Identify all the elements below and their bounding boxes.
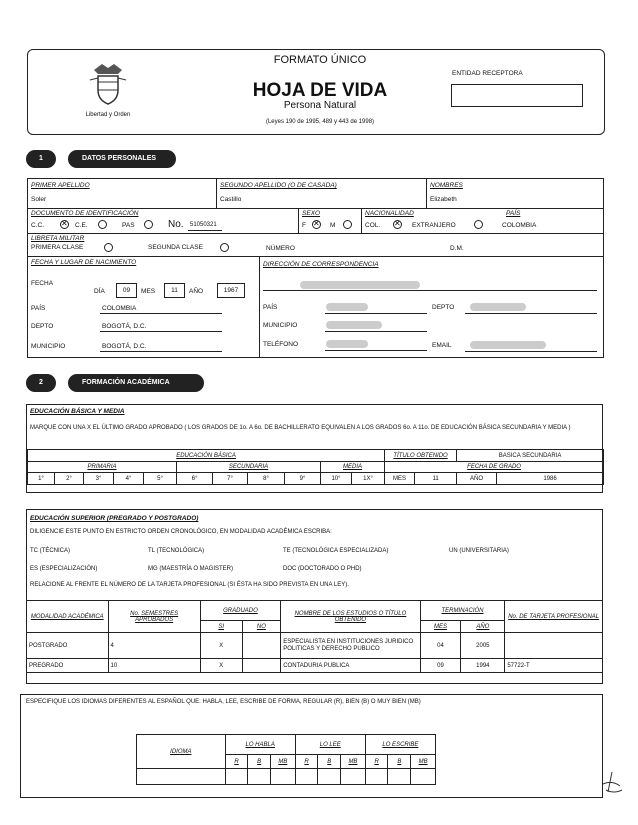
sexo-m-label: M	[330, 222, 336, 229]
extranjero-label: EXTRANJERO	[412, 222, 456, 229]
grado-cell[interactable]: 5°	[144, 473, 177, 485]
grado-cell[interactable]: 10°	[321, 473, 352, 485]
fecha-lugar-label: FECHA Y LUGAR DE NACIMIENTO	[31, 259, 137, 266]
no-header: NO	[242, 621, 281, 633]
entidad-label: ENTIDAD RECEPTORA	[452, 70, 523, 77]
nombre-header: NOMBRE DE LOS ESTUDIOS O TÍTULO OBTENIDO	[281, 601, 420, 633]
dir-pais-redacted	[326, 303, 368, 311]
secundaria-header: SECUNDARIA	[177, 462, 321, 473]
entidad-field[interactable]	[451, 84, 583, 107]
modalidad-header: MODALIDAD ACADÉMICA	[27, 601, 109, 633]
ce-label: C.E.	[75, 222, 88, 229]
libreta-label: LIBRETA MILITAR	[31, 235, 85, 242]
dm-label: D.M.	[450, 245, 464, 252]
cc-radio[interactable]	[60, 220, 69, 229]
grado-cell-selected[interactable]: 1X°	[352, 473, 385, 485]
anio-label: AÑO	[189, 288, 204, 295]
superior-table	[26, 600, 603, 673]
segundo-apellido-value[interactable]: Castillo	[220, 196, 242, 203]
dir-depto-redacted	[470, 303, 526, 311]
relacione-label: RELACIONE AL FRENTE EL NÚMERO DE LA TARJETA PROFESIONAL (SI ÉSTA HA SIDO PREVISTA EN UNA LEY).	[30, 582, 349, 588]
no-label: No.	[168, 219, 184, 230]
pais-label: PAÍS	[31, 305, 46, 312]
semestres-cell[interactable]: 10	[108, 659, 200, 673]
r-header: R	[225, 755, 248, 769]
cc-label: C.C.	[31, 222, 44, 229]
grado-cell[interactable]: 4°	[114, 473, 144, 485]
titulo-value[interactable]: BASICA SECUNDARIA	[457, 450, 604, 462]
sexo-f-label: F	[302, 222, 306, 229]
mb-header: MB	[411, 755, 436, 769]
email-label: EMAIL	[432, 342, 452, 349]
primera-clase-radio[interactable]	[104, 243, 113, 252]
media-header: MEDIA	[321, 462, 385, 473]
si-header: SI	[200, 621, 242, 633]
direccion-redacted	[300, 281, 420, 289]
direccion-label: DIRECCIÓN DE CORRESPONDENCIA	[263, 261, 379, 268]
section2-number: 2	[26, 374, 56, 392]
grado-cell[interactable]: 3°	[84, 473, 114, 485]
idioma-row	[137, 769, 436, 785]
sexo-m-radio[interactable]	[343, 220, 352, 229]
semestres-header: No. SEMESTRES APROBADOS	[108, 601, 200, 633]
segunda-clase-label: SEGUNDA CLASE	[148, 244, 203, 251]
mes-cell[interactable]: 09	[420, 659, 461, 673]
primera-clase-label: PRIMERA CLASE	[31, 244, 84, 251]
idioma-header: IDIOMA	[137, 735, 226, 769]
sexo-f-radio[interactable]	[312, 220, 321, 229]
page-subtitle: Persona Natural	[283, 100, 357, 111]
doc-label: DOC (DOCTORADO O PHD)	[283, 566, 362, 572]
leyes-label: (Leyes 190 de 1995, 489 y 443 de 1998)	[265, 119, 375, 125]
telefono-label: TELÉFONO	[263, 341, 299, 348]
depto-label: DEPTO	[31, 323, 54, 330]
table-row	[27, 633, 603, 659]
lo-escribe-header: LO ESCRIBE	[365, 735, 435, 755]
dia-label: DÍA	[94, 288, 105, 295]
pais-nac-label: PAÍS	[506, 210, 521, 217]
si-cell[interactable]: X	[200, 633, 242, 659]
grado-cell[interactable]: 9°	[285, 473, 321, 485]
mb-header: MB	[341, 755, 366, 769]
graduado-header: GRADUADO	[200, 601, 280, 621]
pas-radio[interactable]	[144, 220, 153, 229]
municipio-label: MUNICIPIO	[31, 343, 66, 350]
email-redacted	[470, 341, 546, 349]
signature-mark	[600, 770, 624, 801]
pais-nac-value[interactable]: COLOMBIA	[502, 222, 537, 229]
table-row	[27, 659, 603, 673]
depto-value[interactable]: BOGOTÁ, D.C.	[102, 323, 147, 330]
grado-anio-label: AÑO	[457, 473, 497, 485]
b-header: B	[318, 755, 341, 769]
basica-table	[27, 449, 604, 485]
un-label: UN (UNIVERSITARIA)	[449, 548, 509, 554]
dir-municipio-label: MUNICIPIO	[263, 322, 298, 329]
fecha-label: FECHA	[31, 280, 54, 287]
semestres-cell[interactable]: 4	[108, 633, 200, 659]
primer-apellido-label: PRIMER APELLIDO	[31, 182, 90, 189]
formato-label: FORMATO ÚNICO	[273, 54, 367, 66]
section1-title: DATOS PERSONALES	[68, 150, 176, 168]
page-title: HOJA DE VIDA	[252, 80, 388, 101]
no-cell[interactable]	[242, 659, 281, 673]
telefono-redacted	[326, 340, 368, 348]
dia-field[interactable]: 09	[116, 283, 137, 298]
lo-habla-header: LO HABLA	[225, 735, 295, 755]
modalidad-cell[interactable]: PREGRADO	[27, 659, 109, 673]
anio-cell[interactable]: 1994	[461, 659, 505, 673]
doc-number[interactable]: 51050321	[190, 222, 217, 228]
grado-cell[interactable]: 7°	[213, 473, 248, 485]
nombres-value[interactable]: Elizabeth	[430, 196, 457, 203]
superior-title: EDUCACIÓN SUPERIOR (PREGRADO Y POSTGRADO)	[30, 515, 199, 522]
modalidad-cell[interactable]: POSTGRADO	[27, 633, 109, 659]
nombres-label: NOMBRES	[430, 182, 463, 189]
nombre-cell[interactable]: ESPECIALISTA EN INSTITUCIONES JURIDICO POLITICAS Y DERECHO PUBLICO	[281, 633, 420, 659]
es-label: ES (ESPECIALIZACIÓN)	[30, 566, 98, 572]
dir-municipio-redacted	[326, 321, 382, 329]
basica-title: EDUCACIÓN BÁSICA Y MEDIA	[30, 408, 125, 415]
col-label: COL.	[365, 222, 381, 229]
mes-header: MES	[420, 621, 461, 633]
logo-caption: Libertad y Orden	[85, 112, 131, 118]
doc-label: DOCUMENTO DE IDENTIFICACIÓN	[31, 210, 139, 217]
superior-instr: DILIGENCIE ESTE PUNTO EN ESTRICTO ORDEN CRONOLÓGICO, EN MODALIDAD ACADÉMICA ESCRIBA:	[30, 529, 332, 535]
educacion-basica-header: EDUCACIÓN BÁSICA	[28, 450, 385, 462]
tarjeta-cell[interactable]: 57722-T	[505, 659, 603, 673]
coat-of-arms-icon	[88, 60, 128, 106]
segunda-clase-radio[interactable]	[220, 243, 229, 252]
grado-mes-label: MES	[385, 473, 415, 485]
primaria-header: PRIMARIA	[28, 462, 177, 473]
mes-cell[interactable]: 04	[420, 633, 461, 659]
b-header: B	[388, 755, 411, 769]
dir-depto-label: DEPTO	[432, 304, 455, 311]
grado-cell[interactable]: 6°	[177, 473, 213, 485]
mb-header: MB	[271, 755, 296, 769]
grado-anio-value[interactable]: 1986	[497, 473, 604, 485]
section1-number: 1	[26, 150, 56, 168]
dir-pais-label: PAÍS	[263, 304, 278, 311]
idiomas-instr: ESPECIFIQUE LOS IDIOMAS DIFERENTES AL ESPAÑOL QUE: HABLA, LEE, ESCRIBE DE FORMA, REGULAR (R), BIEN (B) O MUY BIEN (MB)	[26, 699, 421, 705]
idiomas-table	[136, 734, 436, 785]
anio-cell[interactable]: 2005	[461, 633, 505, 659]
grado-cell[interactable]: 2°	[55, 473, 84, 485]
grado-cell[interactable]: 1°	[28, 473, 55, 485]
section2-title: FORMACIÓN ACADÉMICA	[68, 374, 204, 392]
sexo-label: SEXO	[302, 210, 321, 217]
pas-label: PAS	[122, 222, 135, 229]
tl-label: TL (TECNOLÓGICA)	[148, 548, 205, 554]
fecha-grado-header: FECHA DE GRADO	[385, 462, 604, 473]
b-header: B	[248, 755, 271, 769]
no-cell[interactable]	[242, 633, 281, 659]
nombre-cell[interactable]: CONTADURIA PUBLICA	[281, 659, 420, 673]
te-label: TE (TECNOLÓGICA ESPECIALIZADA)	[283, 548, 389, 554]
tc-label: TC (TÉCNICA)	[30, 548, 70, 554]
ce-radio[interactable]	[98, 220, 107, 229]
tarjeta-header: No. DE TARJETA PROFESIONAL	[505, 601, 603, 633]
grado-cell[interactable]: 8°	[248, 473, 285, 485]
mes-label: MES	[141, 288, 156, 295]
col-radio[interactable]	[393, 220, 402, 229]
numero-label: NÚMERO	[266, 245, 295, 252]
mes-field[interactable]: 11	[164, 283, 185, 298]
anio-header: AÑO	[461, 621, 505, 633]
lo-lee-header: LO LEE	[295, 735, 365, 755]
titulo-obtenido-header: TÍTULO OBTENIDO	[385, 450, 457, 462]
r-header: R	[365, 755, 388, 769]
nacionalidad-label: NACIONALIDAD	[365, 210, 414, 217]
primer-apellido-value[interactable]: Soler	[31, 196, 47, 203]
grado-mes-value[interactable]: 11	[415, 473, 457, 485]
tarjeta-cell[interactable]	[505, 633, 603, 659]
basica-instr: MARQUE CON UNA X EL ÚLTIMO GRADO APROBADO ( LOS GRADOS DE 1o. A 6o. DE BACHILLERATO EQUIVALEN A LOS GRADOS 6o. A 11o. DE EDUCACIÓN BÁSICA SECUNDARIA Y MEDIA )	[30, 425, 571, 431]
extranjero-radio[interactable]	[474, 220, 483, 229]
segundo-apellido-label: SEGUNDO APELLIDO (O DE CASADA)	[220, 182, 337, 189]
pais-value[interactable]: COLOMBIA	[102, 305, 137, 312]
municipio-value[interactable]: BOGOTÁ, D.C.	[102, 343, 147, 350]
anio-field[interactable]: 1967	[217, 283, 245, 298]
terminacion-header: TERMINACIÓN	[420, 601, 505, 621]
mg-label: MG (MAESTRÍA O MAGISTER)	[148, 566, 234, 572]
r-header: R	[295, 755, 318, 769]
si-cell[interactable]: X	[200, 659, 242, 673]
